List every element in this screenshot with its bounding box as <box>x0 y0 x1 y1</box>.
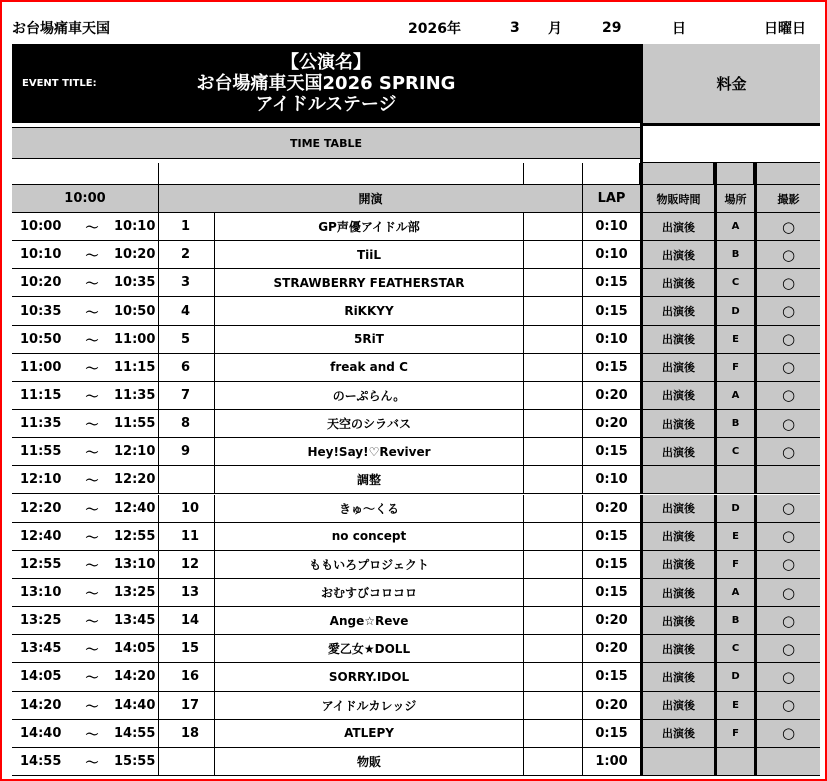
start-time: 13:45 <box>12 635 70 663</box>
performance-number: 1 <box>159 213 215 241</box>
photo-allowed: ○ <box>754 663 820 691</box>
performer-name: Hey!Say!♡Reviver <box>215 438 524 466</box>
table-row <box>12 269 820 297</box>
event-title-line2: お台場痛車天国2026 SPRING <box>196 73 456 94</box>
time-separator: ～ <box>70 692 114 720</box>
performer-name: GP声優アイドル部 <box>215 213 524 241</box>
performer-name: RiKKYY <box>215 297 524 325</box>
merch-time: 出演後 <box>640 551 714 579</box>
end-time: 11:00 <box>114 326 159 354</box>
lap-duration: 0:15 <box>583 663 640 691</box>
merch-time: 出演後 <box>640 382 714 410</box>
merch-time: 出演後 <box>640 579 714 607</box>
performer-name: ATLEPY <box>215 720 524 748</box>
photo-allowed: ○ <box>754 354 820 382</box>
location: E <box>714 523 754 551</box>
end-time: 11:35 <box>114 382 159 410</box>
start-time: 12:10 <box>12 466 70 494</box>
lap-duration: 1:00 <box>583 748 640 776</box>
table-row <box>12 466 820 494</box>
blank-cell <box>524 326 583 354</box>
photo-allowed: ○ <box>754 326 820 354</box>
time-separator: ～ <box>70 326 114 354</box>
day: 29 <box>602 20 622 36</box>
performance-number: 14 <box>159 607 215 635</box>
table-row <box>12 326 820 354</box>
merch-time: 出演後 <box>640 635 714 663</box>
performer-name: TiiL <box>215 241 524 269</box>
performance-number: 8 <box>159 410 215 438</box>
start-time: 11:00 <box>12 354 70 382</box>
fee-label: 料金 <box>640 44 820 123</box>
location: D <box>714 495 754 523</box>
end-time: 14:05 <box>114 635 159 663</box>
end-time: 13:25 <box>114 579 159 607</box>
merch-time: 出演後 <box>640 692 714 720</box>
table-row <box>12 663 820 691</box>
blank-cell <box>524 495 583 523</box>
start-time: 10:50 <box>12 326 70 354</box>
timetable-label: TIME TABLE <box>12 127 640 159</box>
performance-number: 6 <box>159 354 215 382</box>
time-separator: ～ <box>70 523 114 551</box>
merch-time: 出演後 <box>640 326 714 354</box>
time-separator: ～ <box>70 269 114 297</box>
merch-time: 出演後 <box>640 438 714 466</box>
table-row <box>12 438 820 466</box>
blank-cell <box>524 607 583 635</box>
photo-allowed <box>754 466 820 494</box>
time-separator: ～ <box>70 382 114 410</box>
lap-duration: 0:10 <box>583 466 640 494</box>
time-separator: ～ <box>70 410 114 438</box>
blank-cell <box>524 523 583 551</box>
performance-number: 3 <box>159 269 215 297</box>
fee-value <box>640 123 820 163</box>
performance-number: 10 <box>159 495 215 523</box>
time-separator: ～ <box>70 748 114 776</box>
performance-number: 9 <box>159 438 215 466</box>
end-time: 14:55 <box>114 720 159 748</box>
start-time: 11:15 <box>12 382 70 410</box>
lap-duration: 0:10 <box>583 241 640 269</box>
day-unit: 日 <box>672 21 686 37</box>
photo-allowed: ○ <box>754 692 820 720</box>
lap-duration: 0:10 <box>583 326 640 354</box>
blank-cell <box>524 213 583 241</box>
performance-number: 2 <box>159 241 215 269</box>
merch-time: 出演後 <box>640 720 714 748</box>
table-row <box>12 692 820 720</box>
location-header: 場所 <box>714 184 754 213</box>
blank-cell <box>524 438 583 466</box>
lap-duration: 0:15 <box>583 720 640 748</box>
end-time: 12:40 <box>114 495 159 523</box>
start-time: 14:20 <box>12 692 70 720</box>
blank-cell <box>524 382 583 410</box>
photo-allowed: ○ <box>754 551 820 579</box>
photo-allowed: ○ <box>754 635 820 663</box>
end-time: 13:10 <box>114 551 159 579</box>
start-time: 14:40 <box>12 720 70 748</box>
location: B <box>714 241 754 269</box>
event-title-line3: アイドルステージ <box>255 94 397 115</box>
lap-duration: 0:20 <box>583 410 640 438</box>
performer-name: アイドルカレッジ <box>215 692 524 720</box>
blank-cell <box>524 720 583 748</box>
lap-duration: 0:15 <box>583 523 640 551</box>
performance-number: 11 <box>159 523 215 551</box>
location <box>714 748 754 776</box>
merch-time: 出演後 <box>640 607 714 635</box>
performer-name: 5RiT <box>215 326 524 354</box>
table-row <box>12 720 820 748</box>
location: E <box>714 326 754 354</box>
end-time: 10:10 <box>114 213 159 241</box>
blank-cell <box>524 466 583 494</box>
performance-number: 16 <box>159 663 215 691</box>
table-row <box>12 607 820 635</box>
end-time: 11:15 <box>114 354 159 382</box>
table-row <box>12 523 820 551</box>
start-time: 14:55 <box>12 748 70 776</box>
blank-cell <box>524 241 583 269</box>
performer-name: no concept <box>215 523 524 551</box>
merch-time: 出演後 <box>640 269 714 297</box>
photo-allowed: ○ <box>754 213 820 241</box>
location: C <box>714 438 754 466</box>
blank-cell <box>524 663 583 691</box>
table-row <box>12 748 820 776</box>
performance-number: 17 <box>159 692 215 720</box>
time-separator: ～ <box>70 466 114 494</box>
blank-cell <box>524 635 583 663</box>
column-header-row <box>12 184 820 213</box>
photo-allowed: ○ <box>754 607 820 635</box>
start-time: 11:55 <box>12 438 70 466</box>
photo-allowed: ○ <box>754 438 820 466</box>
end-time: 13:45 <box>114 607 159 635</box>
time-separator: ～ <box>70 354 114 382</box>
location: A <box>714 213 754 241</box>
performance-header: 開演 <box>159 184 583 213</box>
performance-number: 15 <box>159 635 215 663</box>
photo-allowed: ○ <box>754 579 820 607</box>
location: B <box>714 607 754 635</box>
time-separator: ～ <box>70 720 114 748</box>
time-separator: ～ <box>70 663 114 691</box>
start-time: 10:00 <box>12 213 70 241</box>
table-row <box>12 297 820 325</box>
lap-duration: 0:10 <box>583 213 640 241</box>
time-separator: ～ <box>70 579 114 607</box>
performance-number: 4 <box>159 297 215 325</box>
location: E <box>714 692 754 720</box>
month: 3 <box>510 20 520 36</box>
start-time: 13:25 <box>12 607 70 635</box>
performer-name: 物販 <box>215 748 524 776</box>
end-time: 12:55 <box>114 523 159 551</box>
time-separator: ～ <box>70 635 114 663</box>
end-time: 11:55 <box>114 410 159 438</box>
lap-duration: 0:15 <box>583 297 640 325</box>
merch-time: 出演後 <box>640 523 714 551</box>
performance-number <box>159 466 215 494</box>
table-row <box>12 551 820 579</box>
merch-time-header: 物販時間 <box>640 184 714 213</box>
time-separator: ～ <box>70 241 114 269</box>
location: C <box>714 269 754 297</box>
start-time: 14:05 <box>12 663 70 691</box>
performer-name: のーぷらん。 <box>215 382 524 410</box>
table-row <box>12 213 820 241</box>
start-time: 10:10 <box>12 241 70 269</box>
date-header-row <box>12 12 820 44</box>
location: D <box>714 297 754 325</box>
lap-duration: 0:20 <box>583 607 640 635</box>
performer-name: きゅ～くる <box>215 495 524 523</box>
time-separator: ～ <box>70 551 114 579</box>
end-time: 10:20 <box>114 241 159 269</box>
performance-number: 18 <box>159 720 215 748</box>
end-time: 10:50 <box>114 297 159 325</box>
blank-cell <box>524 297 583 325</box>
lap-duration: 0:15 <box>583 579 640 607</box>
photo-allowed: ○ <box>754 297 820 325</box>
performer-name: 天空のシラバス <box>215 410 524 438</box>
table-row <box>12 241 820 269</box>
performance-number: 13 <box>159 579 215 607</box>
lap-duration: 0:20 <box>583 382 640 410</box>
performer-name: おむすびコロコロ <box>215 579 524 607</box>
performer-name: 愛乙女★DOLL <box>215 635 524 663</box>
time-separator: ～ <box>70 438 114 466</box>
photo-allowed: ○ <box>754 410 820 438</box>
photo-allowed: ○ <box>754 241 820 269</box>
time-separator: ～ <box>70 495 114 523</box>
end-time: 14:40 <box>114 692 159 720</box>
blank-cell <box>524 269 583 297</box>
location: F <box>714 354 754 382</box>
start-time: 13:10 <box>12 579 70 607</box>
event-title-box <box>12 44 640 123</box>
start-time: 12:55 <box>12 551 70 579</box>
timetable-label-row <box>12 123 820 163</box>
location: B <box>714 410 754 438</box>
location: F <box>714 551 754 579</box>
lap-duration: 0:15 <box>583 438 640 466</box>
lap-duration: 0:15 <box>583 269 640 297</box>
event-block <box>12 44 820 123</box>
photo-allowed: ○ <box>754 382 820 410</box>
photo-allowed: ○ <box>754 720 820 748</box>
blank-cell <box>524 692 583 720</box>
location: A <box>714 579 754 607</box>
location: C <box>714 635 754 663</box>
lap-header: LAP <box>583 184 640 213</box>
month-unit: 月 <box>548 21 562 37</box>
photo-allowed <box>754 748 820 776</box>
weekday: 日曜日 <box>764 21 806 37</box>
blank-cell <box>524 354 583 382</box>
table-row <box>12 354 820 382</box>
table-row <box>12 495 820 523</box>
performer-name: 調整 <box>215 466 524 494</box>
merch-time: 出演後 <box>640 354 714 382</box>
end-time: 14:20 <box>114 663 159 691</box>
merch-time <box>640 466 714 494</box>
merch-time: 出演後 <box>640 663 714 691</box>
end-time: 10:35 <box>114 269 159 297</box>
end-time: 12:10 <box>114 438 159 466</box>
performance-number: 7 <box>159 382 215 410</box>
venue-name: お台場痛車天国 <box>12 21 110 37</box>
table-row <box>12 579 820 607</box>
merch-time: 出演後 <box>640 495 714 523</box>
start-time: 10:35 <box>12 297 70 325</box>
event-title-line1: 【公演名】 <box>281 52 371 73</box>
end-time: 12:20 <box>114 466 159 494</box>
start-time: 11:35 <box>12 410 70 438</box>
table-row <box>12 410 820 438</box>
table-row <box>12 635 820 663</box>
performance-number: 5 <box>159 326 215 354</box>
spacer-row <box>12 163 820 184</box>
photo-allowed: ○ <box>754 495 820 523</box>
time-separator: ～ <box>70 607 114 635</box>
event-title-label: EVENT TITLE: <box>22 78 97 89</box>
lap-duration: 0:20 <box>583 495 640 523</box>
photo-header: 撮影 <box>754 184 820 213</box>
merch-time: 出演後 <box>640 241 714 269</box>
performance-number: 12 <box>159 551 215 579</box>
start-time-header: 10:00 <box>12 184 159 213</box>
lap-duration: 0:15 <box>583 354 640 382</box>
lap-duration: 0:15 <box>583 551 640 579</box>
lap-duration: 0:20 <box>583 692 640 720</box>
year: 2026年 <box>408 21 461 37</box>
location: D <box>714 663 754 691</box>
end-time: 15:55 <box>114 748 159 776</box>
location <box>714 466 754 494</box>
photo-allowed: ○ <box>754 269 820 297</box>
performer-name: freak and C <box>215 354 524 382</box>
blank-cell <box>524 579 583 607</box>
performance-number <box>159 748 215 776</box>
performer-name: ももいろプロジェクト <box>215 551 524 579</box>
time-separator: ～ <box>70 297 114 325</box>
performer-name: Ange☆Reve <box>215 607 524 635</box>
merch-time: 出演後 <box>640 410 714 438</box>
start-time: 12:20 <box>12 495 70 523</box>
lap-duration: 0:20 <box>583 635 640 663</box>
performer-name: STRAWBERRY FEATHERSTAR <box>215 269 524 297</box>
start-time: 12:40 <box>12 523 70 551</box>
merch-time: 出演後 <box>640 213 714 241</box>
table-row <box>12 382 820 410</box>
blank-cell <box>524 551 583 579</box>
start-time: 10:20 <box>12 269 70 297</box>
location: A <box>714 382 754 410</box>
photo-allowed: ○ <box>754 523 820 551</box>
performer-name: SORRY.IDOL <box>215 663 524 691</box>
blank-cell <box>524 748 583 776</box>
merch-time <box>640 748 714 776</box>
location: F <box>714 720 754 748</box>
merch-time: 出演後 <box>640 297 714 325</box>
time-separator: ～ <box>70 213 114 241</box>
blank-cell <box>524 410 583 438</box>
